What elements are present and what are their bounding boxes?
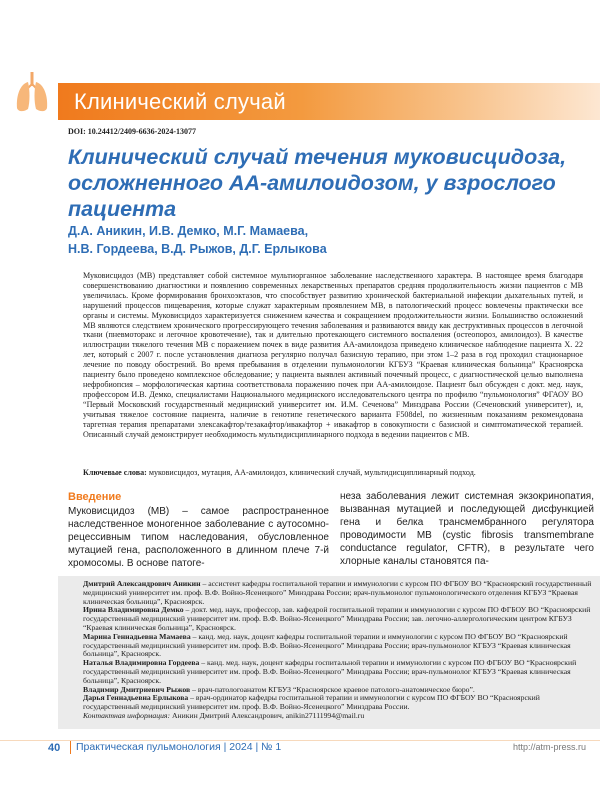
- intro-text-left: Муковисцидоз (МВ) – самое распространенное наследственное моногенное заболевание с аутосомно-рецессивным типом наследования, обусловленное мутацией гена, расположенного в длинном плече 7-й хромосомы. В основе патоге-: [68, 506, 329, 569]
- author-affiliation: – врач-ординатор кафедры госпитальной терапии и иммунологии с курсом ПО ФГБОУ ВО “Красноярский государственный медицинский университет им. проф. В.Ф. Войно-Ясенецкого” Минздрава России.: [83, 693, 540, 712]
- keywords-text: муковисцидоз, мутация, АА-амилоидоз, клинический случай, мультидисциплинарный подход.: [146, 468, 476, 477]
- journal-name: Практическая пульмонология | 2024 | № 1: [76, 741, 282, 753]
- abstract: Муковисцидоз (МВ) представляет собой системное мультиорганное заболевание наследственного характера. В настоящее время благодаря совершенствованию диагностики и появлению современных лекарственных препаратов средняя продолжительность жизни пациентов с МВ увеличилась. Кроме формирования бронхоэктазов, что способствует развитию хронической бактериальной инфекции дыхательных путей, и нарушений процессов пищеварения, которые служат характерным проявлением МВ, в патологический процесс вовлечены практически все органы и системы. Муковисцидоз характеризуется снижением качества и сокращением продолжительности жизни. Большинство осложнений МВ являются следствием хронического прогрессирующего течения заболевания и развиваются ввиду как деструктивных процессов в легочной ткани (пневмоторакс и легочное кровотечение), так и длительно протекающего системного воспаления (остеопороз, амилоидоз). В качестве иллюстрации тяжелого течения МВ с поражением почек в виде развития АА-амилоидоза приведено клиническое наблюдение пациента Х. 22 лет, который с 2007 г. после установления диагноза регулярно получал базисную терапию, при этом 1–2 раза в год проходил стационарное лечение по поводу обострений. Во время пребывания в отделении пульмонологии КГБУЗ “Краевая клиническая больница” Красноярска пациенту было проведено комплексное обследование; у пациента выявлен активный почечный процесс, с диагностической целью выполнена нефробиопсия – морфологическая картина соответствовала поражению почек при АА-амилоидозе. Пациент был обсужден с докт. мед. наук, профессором И.В. Демко, специалистами Национального медицинского исследовательского центра по профилю “пульмонология” ФГАОУ ВО “Первый Московский государственный медицинский университет им. И.М. Сеченова” Минздрава России (Сеченовский университет), и, учитывая тяжелое состояние пациента, наличие в генотипе генетического варианта F508del, по жизненным показаниям рекомендована таргетная терапия препаратами элексакафтор/тезакафтор/ивакафтор + ивакафтор в совокупности с базисной и симптоматической терапией. Описанный случай демонстрирует необходимость мультидисциплинарного подхода в ведении пациентов с МВ.: [83, 271, 583, 439]
- author-name: Владимир Дмитриевич Рыжов: [83, 684, 191, 694]
- author-affiliation: – врач-патологоанатом КГБУЗ “Красноярское краевое патолого-анатомическое бюро”.: [190, 684, 475, 694]
- article-title: Клинический случай течения муковисцидоза, осложненного АА-амилоидозом, у взрослого пациента: [68, 145, 567, 221]
- author-entry: [83, 606, 593, 632]
- author-name: Ирина Владимировна Демко: [83, 605, 184, 615]
- intro-heading: Введение: [68, 491, 122, 503]
- author-affiliation: – ассистент кафедры госпитальной терапии и иммунологии с курсом ПО ФГБОУ ВО “Красноярский государственный медицинский университет им. проф. В.Ф. Войно-Ясенецкого” Минздрава России; врач-пульмонолог пульмонологического отделения КГБУЗ “Краевая клиническая больница”, Красноярск.: [83, 579, 592, 606]
- section-title: Клинический случай: [74, 89, 286, 114]
- author-entry: [83, 633, 593, 659]
- author-entry: [83, 580, 593, 606]
- keywords: [83, 468, 600, 478]
- author-info-box: [58, 576, 600, 729]
- lungs-icon: [14, 72, 50, 114]
- contact-label: Контактная информация:: [83, 710, 171, 720]
- author-list: [68, 222, 588, 258]
- author-line: Н.В. Гордеева, В.Д. Рыжов, Д.Г. Ерлыкова: [68, 242, 327, 256]
- intro-text-right: неза заболевания лежит системная экзокринопатия, вызванная мутацией и последующей дисфункцией гена и белка трансмембранного регулятора проводимости МВ (cystic fibrosis transmembrane conductance regulator, CFTR), в результате чего хлорные каналы становятся па-: [340, 491, 594, 567]
- doi: DOI: 10.24412/2409-6636-2024-13077: [68, 127, 196, 136]
- author-entry: [83, 694, 593, 712]
- author-affiliation: – канд. мед. наук, доцент кафедры госпитальной терапии и иммунологии с курсом ПО ФГБОУ ВО “Красноярский государственный медицинский университет им. проф. В.Ф. Войно-Ясенецкого” Минздрава России; врач-пульмонолог КГБУЗ “Краевая клиническая больница”, Красноярск.: [83, 658, 577, 685]
- contact-info: [83, 712, 593, 721]
- author-name: Дмитрий Александрович Аникин: [83, 579, 201, 588]
- author-entry: [83, 659, 593, 685]
- journal-url[interactable]: http://atm-press.ru: [512, 742, 586, 752]
- keywords-label: Ключевые слова:: [83, 468, 147, 477]
- author-affiliation: – докт. мед. наук, профессор, зав. кафедрой госпитальной терапии и иммунологии с курсом ПО ФГБОУ ВО “Красноярский государственный медицинский университет им. проф. В.Ф. Войно-Ясенецкого” Минздрава России; зав. легочно-аллергологическим центром КГБУЗ “Краевая клиническая больница”, Красноярск.: [83, 605, 591, 632]
- contact-text[interactable]: Аникин Дмитрий Александрович, anikin27111994@mail.ru: [170, 710, 365, 720]
- author-name: Дарья Геннадьевна Ерлыкова: [83, 693, 189, 703]
- author-line: Д.А. Аникин, И.В. Демко, М.Г. Мамаева,: [68, 224, 309, 238]
- page-number: 40: [48, 742, 61, 754]
- footer-divider: [70, 741, 71, 754]
- author-name: Наталья Владимировна Гордеева: [83, 658, 200, 668]
- author-affiliation: – канд. мед. наук, доцент кафедры госпитальной терапии и иммунологии с курсом ПО ФГБОУ ВО “Красноярский государственный медицинский университет им. проф. В.Ф. Войно-Ясенецкого” Минздрава России; врач-пульмонолог КГБУЗ “Краевая клиническая больница”, Красноярск.: [83, 631, 571, 659]
- author-name: Марина Геннадьевна Мамаева: [83, 631, 191, 641]
